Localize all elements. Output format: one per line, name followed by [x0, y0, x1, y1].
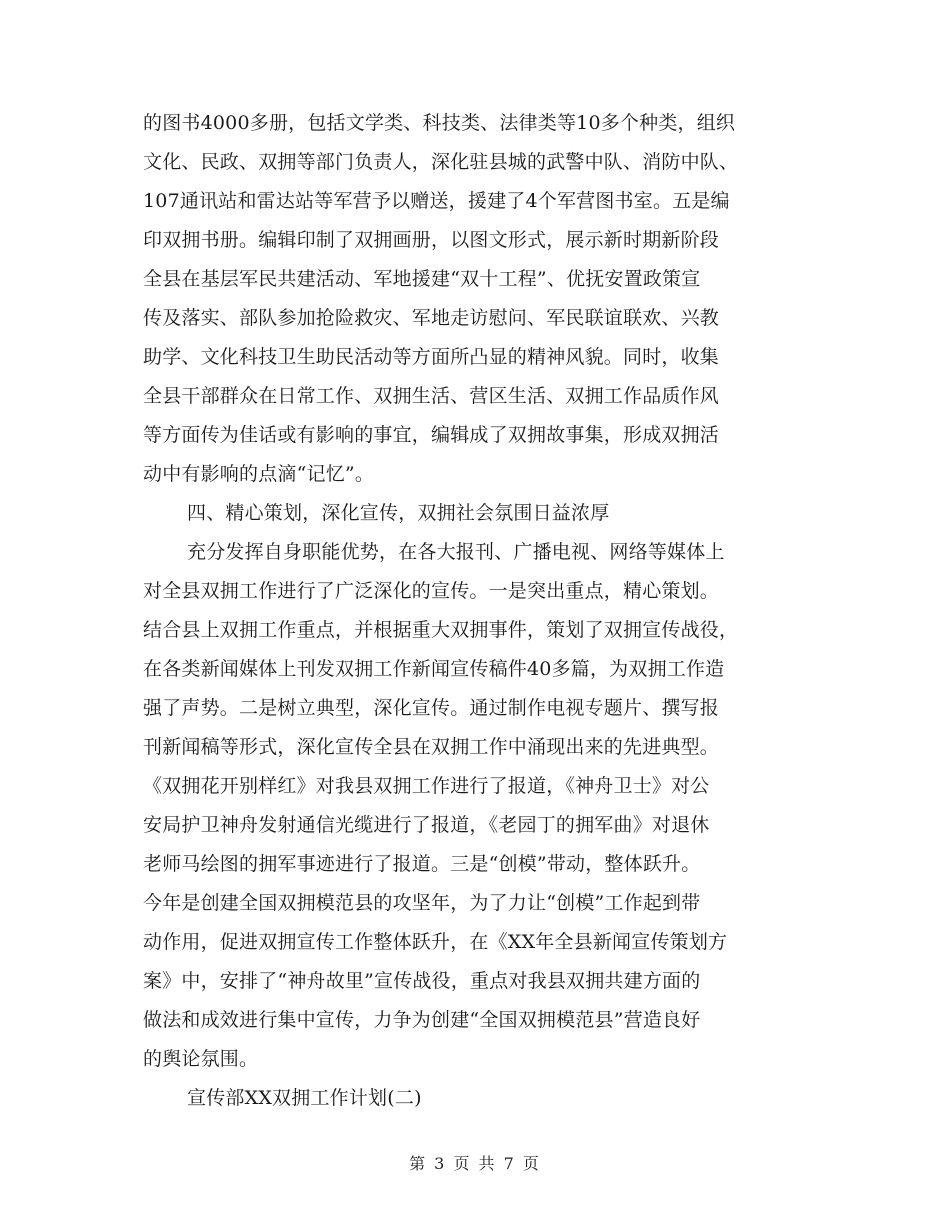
text-line: 对全县双拥工作进行了广泛深化的宣传。一是突出重点，精心策划。 [143, 580, 720, 602]
text-line: 文化、民政、双拥等部门负责人，深化驻县城的武警中队、消防中队、 [143, 151, 739, 173]
page-footer: 第 3 页 共 7 页 [409, 1154, 541, 1173]
text-line: 结合县上双拥工作重点，并根据重大双拥事件，策划了双拥宣传战役， [143, 619, 739, 641]
text-line: 全县在基层军民共建活动、军地援建“双十工程”、优抚安置政策宣 [143, 268, 701, 290]
text-line: 的舆论氛围。 [143, 1048, 259, 1070]
text-line: 全县干部群众在日常工作、双拥生活、营区生活、双拥工作品质作风 [143, 385, 720, 407]
text-line: 等方面传为佳话或有影响的事宜，编辑成了双拥故事集，形成双拥活 [143, 424, 720, 446]
text-line: 强了声势。二是树立典型，深化宣传。通过制作电视专题片、撰写报 [143, 697, 720, 719]
text-line: 在各类新闻媒体上刊发双拥工作新闻宣传稿件40多篇，为双拥工作造 [143, 658, 725, 680]
document-body [143, 104, 813, 1118]
text-line: 的图书4000多册，包括文学类、科技类、法律类等10多个种类，组织 [143, 112, 736, 134]
text-line: 动作用，促进双拥宣传工作整体跃升，在《XX年全县新闻宣传策划方 [143, 931, 728, 953]
text-line: 传及落实、部队参加抢险救灾、军地走访慰问、军民联谊联欢、兴教 [143, 307, 720, 329]
text-line: 刊新闻稿等形式，深化宣传全县在双拥工作中涌现出来的先进典型。 [143, 736, 720, 758]
text-line: 案》中，安排了“神舟故里”宣传战役，重点对我县双拥共建方面的 [143, 970, 701, 992]
text-line: 助学、文化科技卫生助民活动等方面所凸显的精神风貌。同时，收集 [143, 346, 720, 368]
text-line: 动中有影响的点滴“记忆”。 [143, 463, 375, 485]
text-line: 107通讯站和雷达站等军营予以赠送，援建了4个军营图书室。五是编 [143, 190, 730, 212]
text-line: 今年是创建全国双拥模范县的攻坚年，为了力让“创模”工作起到带 [143, 892, 701, 914]
text-line: 四、精心策划，深化宣传，双拥社会氛围日益浓厚 [187, 502, 610, 524]
text-line: 印双拥书册。编辑印制了双拥画册，以图文形式，展示新时期新阶段 [143, 229, 720, 251]
text-line: 《双拥花开别样红》对我县双拥工作进行了报道，《神舟卫士》对公 [143, 775, 710, 797]
text-line: 宣传部XX双拥工作计划(二) [187, 1087, 422, 1109]
text-line: 充分发挥自身职能优势，在各大报刊、广播电视、网络等媒体上 [187, 541, 725, 563]
text-line: 老师马绘图的拥军事迹进行了报道。三是“创模”带动，整体跃升。 [143, 853, 701, 875]
text-line: 做法和成效进行集中宣传，力争为创建“全国双拥模范县”营造良好 [143, 1009, 701, 1031]
text-line: 安局护卫神舟发射通信光缆进行了报道，《老园丁的拥军曲》对退休 [143, 814, 710, 836]
